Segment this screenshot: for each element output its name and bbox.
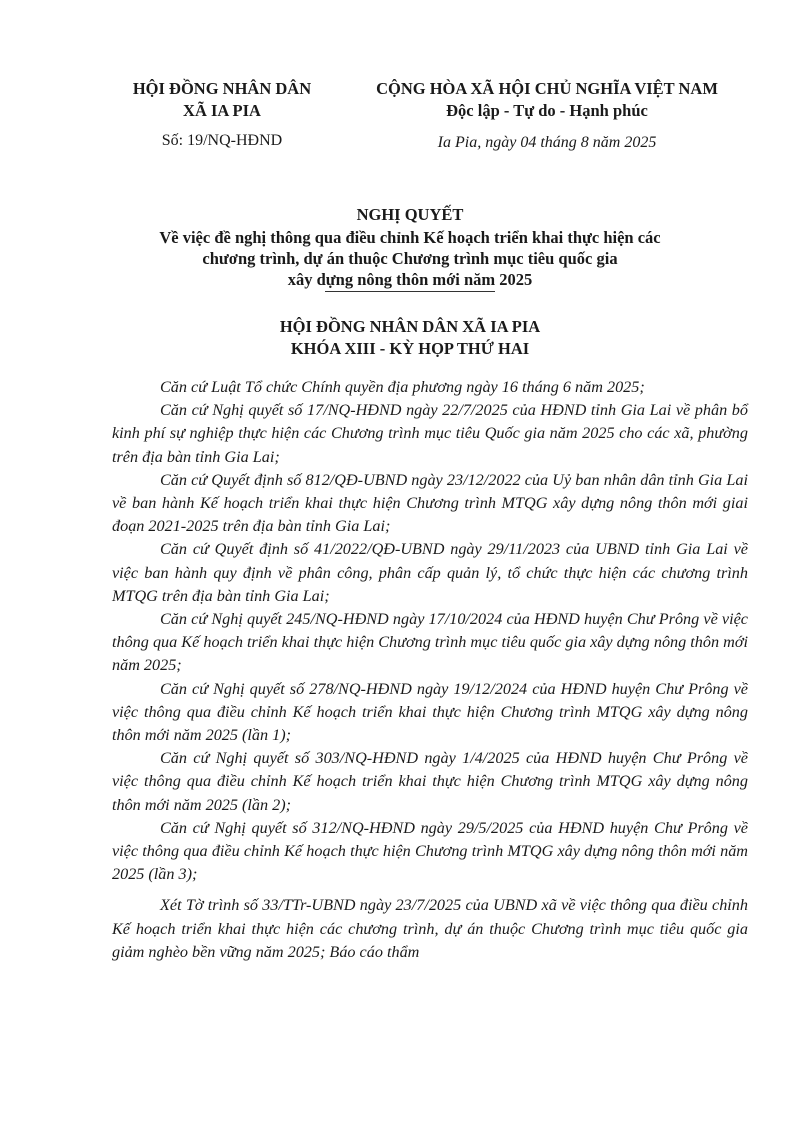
nation-name: CỘNG HÒA XÃ HỘI CHỦ NGHĨA VIỆT NAM — [376, 79, 718, 98]
org-name-line2: XÃ IA PIA — [183, 101, 261, 120]
legal-basis-text — [112, 376, 748, 964]
resolution-subtitle-line: chương trình, dự án thuộc Chương trình mục tiêu quốc gia — [202, 249, 618, 268]
council-name: HỘI ĐỒNG NHÂN DÂN XÃ IA PIA — [279, 317, 541, 336]
resolution-title-block — [110, 204, 710, 292]
consideration-paragraph: Xét Tờ trình số 33/TTr-UBND ngày 23/7/2025 của UBND xã về việc thông qua điều chỉnh Kế hoạch triển khai thực hiện các chương trình, dự án thuộc Chương trình mục tiêu quốc gia giảm nghèo bền vững năm 2025; Báo cáo thẩm — [112, 896, 748, 961]
legal-basis-paragraph: Căn cứ Nghị quyết số 303/NQ-HĐND ngày 1/4/2025 của HĐND huyện Chư Prông về việc thông qua điều chỉnh Kế hoạch triển khai thực hiện Chương trình MTQG xây dựng nông thôn mới năm 2025 (lần 2); — [112, 749, 748, 814]
document-number: Số: 19/NQ-HĐND — [161, 132, 283, 149]
legal-basis-paragraph: Căn cứ Quyết định số 812/QĐ-UBND ngày 23/12/2022 của Uỷ ban nhân dân tỉnh Gia Lai về ban hành Kế hoạch triển khai thực hiện Chương trình MTQG xây dựng nông thôn mới giai đoạn 2021-2025 trên địa bàn tỉnh Gia Lai; — [112, 470, 748, 536]
national-heading-block — [342, 78, 752, 154]
title-underline-divider — [325, 291, 495, 292]
place-and-date: Ia Pia, ngày 04 tháng 8 năm 2025 — [437, 134, 657, 151]
org-name-line1: HỘI ĐỒNG NHÂN DÂN — [132, 79, 312, 98]
legal-basis-paragraph: Căn cứ Nghị quyết số 312/NQ-HĐND ngày 29/5/2025 của HĐND huyện Chư Prông về việc thông qua điều chỉnh Kế hoạch thực hiện Chương trình MTQG xây dựng nông thôn mới năm 2025 (lần 3); — [112, 818, 748, 884]
resolution-subtitle-line: Về việc đề nghị thông qua điều chỉnh Kế hoạch triển khai thực hiện các — [159, 228, 661, 247]
legal-basis-paragraph: Căn cứ Luật Tổ chức Chính quyền địa phương ngày 16 tháng 6 năm 2025; — [160, 378, 645, 396]
council-session: KHÓA XIII - KỲ HỌP THỨ HAI — [290, 339, 530, 358]
national-motto: Độc lập - Tự do - Hạnh phúc — [446, 101, 648, 120]
issuing-authority-block — [108, 78, 336, 152]
legal-basis-paragraph: Căn cứ Nghị quyết số 17/NQ-HĐND ngày 22/7/2025 của HĐND tỉnh Gia Lai về phân bổ kinh phí sự nghiệp thực hiện các Chương trình mục tiêu Quốc gia năm 2025 cho các xã, phường trên địa bàn tỉnh Gia Lai; — [112, 401, 748, 466]
resolution-subtitle-line: xây dựng nông thôn mới năm 2025 — [287, 270, 533, 289]
legal-basis-paragraph: Căn cứ Nghị quyết số 278/NQ-HĐND ngày 19/12/2024 của HĐND huyện Chư Prông về việc thông qua điều chỉnh Kế hoạch triển khai thực hiện Chương trình MTQG xây dựng nông thôn mới năm 2025 (lần 1); — [112, 679, 748, 745]
council-heading-block — [110, 316, 710, 360]
legal-basis-paragraph: Căn cứ Nghị quyết 245/NQ-HĐND ngày 17/10/2024 của HĐND huyện Chư Prông về việc thông qua Kế hoạch triển khai thực hiện Chương trình mục tiêu quốc gia xây dựng nông thôn mới năm 2025; — [112, 610, 748, 675]
resolution-title: NGHỊ QUYẾT — [356, 205, 464, 224]
legal-basis-paragraph: Căn cứ Quyết định số 41/2022/QĐ-UBND ngày 29/11/2023 của UBND tỉnh Gia Lai về việc ban hành quy định về phân công, phân cấp quản lý, tổ chức thực hiện các chương trình MTQG trên địa bàn tỉnh Gia Lai; — [112, 540, 748, 605]
